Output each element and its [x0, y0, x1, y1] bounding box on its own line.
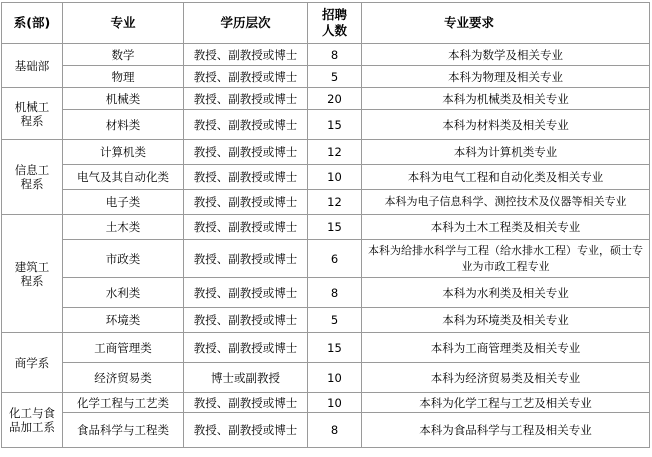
level-cell: 教授、副教授或博士: [184, 308, 308, 333]
table-row: [2, 363, 650, 393]
req-cell: 本科为电气工程和自动化类及相关专业: [362, 165, 650, 190]
table-row: [2, 413, 650, 448]
dept-cell: [2, 140, 63, 215]
req-cell: 本科为给排水科学与工程（给水排水工程）专业，硕士专业为市政工程专业: [362, 240, 650, 278]
dept-label: 化工与食品加工系: [9, 406, 55, 434]
table-row: [2, 278, 650, 308]
req-cell: 本科为电子信息科学、测控技术及仪器等相关专业: [362, 190, 650, 215]
dept-label: 机械工程系: [14, 99, 50, 128]
dept-cell: 基础部: [2, 44, 63, 88]
table-row: [2, 393, 650, 413]
major-cell: 市政类: [63, 240, 184, 278]
table-row: [2, 215, 650, 240]
table-row: [2, 308, 650, 333]
level-cell: 博士或副教授: [184, 363, 308, 393]
table-row: [2, 66, 650, 88]
level-cell: 教授、副教授或博士: [184, 278, 308, 308]
req-cell: 本科为工商管理类及相关专业: [362, 333, 650, 363]
table-row: [2, 44, 650, 66]
dept-label: 信息工程系: [14, 163, 50, 191]
count-cell: 5: [308, 308, 362, 333]
major-cell: 环境类: [63, 308, 184, 333]
major-cell: 计算机类: [63, 140, 184, 165]
level-cell: 教授、副教授或博士: [184, 215, 308, 240]
req-cell: 本科为食品科学与工程及相关专业: [362, 413, 650, 448]
dept-cell: [2, 215, 63, 333]
header-dept: 系(部): [2, 3, 63, 44]
req-cell: 本科为机械类及相关专业: [362, 88, 650, 110]
header-major: 专业: [63, 3, 184, 44]
level-cell: 教授、副教授或博士: [184, 333, 308, 363]
major-cell: 数学: [63, 44, 184, 66]
header-count: [308, 3, 362, 44]
major-cell: 土木类: [63, 215, 184, 240]
header-count-text: 招聘人数: [321, 7, 347, 38]
table-row: [2, 240, 650, 278]
req-cell: 本科为环境类及相关专业: [362, 308, 650, 333]
dept-cell: 商学系: [2, 333, 63, 393]
count-cell: 8: [308, 44, 362, 66]
level-cell: 教授、副教授或博士: [184, 413, 308, 448]
major-cell: 电子类: [63, 190, 184, 215]
dept-cell: [2, 393, 63, 448]
level-cell: 教授、副教授或博士: [184, 240, 308, 278]
count-cell: 12: [308, 190, 362, 215]
dept-cell: [2, 88, 63, 140]
count-cell: 12: [308, 140, 362, 165]
count-cell: 15: [308, 333, 362, 363]
major-cell: 工商管理类: [63, 333, 184, 363]
major-cell: 水利类: [63, 278, 184, 308]
header-req: 专业要求: [362, 3, 650, 44]
table-row: [2, 190, 650, 215]
level-cell: 教授、副教授或博士: [184, 393, 308, 413]
major-cell: 机械类: [63, 88, 184, 110]
level-cell: 教授、副教授或博士: [184, 190, 308, 215]
major-cell: 物理: [63, 66, 184, 88]
count-cell: 5: [308, 66, 362, 88]
major-cell: 经济贸易类: [63, 363, 184, 393]
major-cell: 食品科学与工程类: [63, 413, 184, 448]
dept-label: 建筑工程系: [14, 259, 50, 288]
count-cell: 15: [308, 215, 362, 240]
count-cell: 15: [308, 110, 362, 140]
table-row: [2, 165, 650, 190]
table-row: [2, 110, 650, 140]
header-level: 学历层次: [184, 3, 308, 44]
recruitment-table: [1, 2, 650, 448]
level-cell: 教授、副教授或博士: [184, 140, 308, 165]
count-cell: 10: [308, 165, 362, 190]
req-cell: 本科为经济贸易类及相关专业: [362, 363, 650, 393]
level-cell: 教授、副教授或博士: [184, 66, 308, 88]
req-cell: 本科为水利类及相关专业: [362, 278, 650, 308]
req-cell: 本科为物理及相关专业: [362, 66, 650, 88]
count-cell: 10: [308, 363, 362, 393]
req-cell: 本科为数学及相关专业: [362, 44, 650, 66]
req-cell: 本科为土木工程类及相关专业: [362, 215, 650, 240]
table-row: [2, 140, 650, 165]
req-cell: 本科为材料类及相关专业: [362, 110, 650, 140]
table-row: [2, 333, 650, 363]
req-cell: 本科为计算机类专业: [362, 140, 650, 165]
level-cell: 教授、副教授或博士: [184, 165, 308, 190]
table-row: [2, 88, 650, 110]
level-cell: 教授、副教授或博士: [184, 88, 308, 110]
major-cell: 化学工程与工艺类: [63, 393, 184, 413]
header-row: [2, 3, 650, 44]
req-cell: 本科为化学工程与工艺及相关专业: [362, 393, 650, 413]
major-cell: 材料类: [63, 110, 184, 140]
major-cell: 电气及其自动化类: [63, 165, 184, 190]
level-cell: 教授、副教授或博士: [184, 44, 308, 66]
count-cell: 10: [308, 393, 362, 413]
count-cell: 20: [308, 88, 362, 110]
count-cell: 8: [308, 278, 362, 308]
count-cell: 8: [308, 413, 362, 448]
level-cell: 教授、副教授或博士: [184, 110, 308, 140]
count-cell: 6: [308, 240, 362, 278]
